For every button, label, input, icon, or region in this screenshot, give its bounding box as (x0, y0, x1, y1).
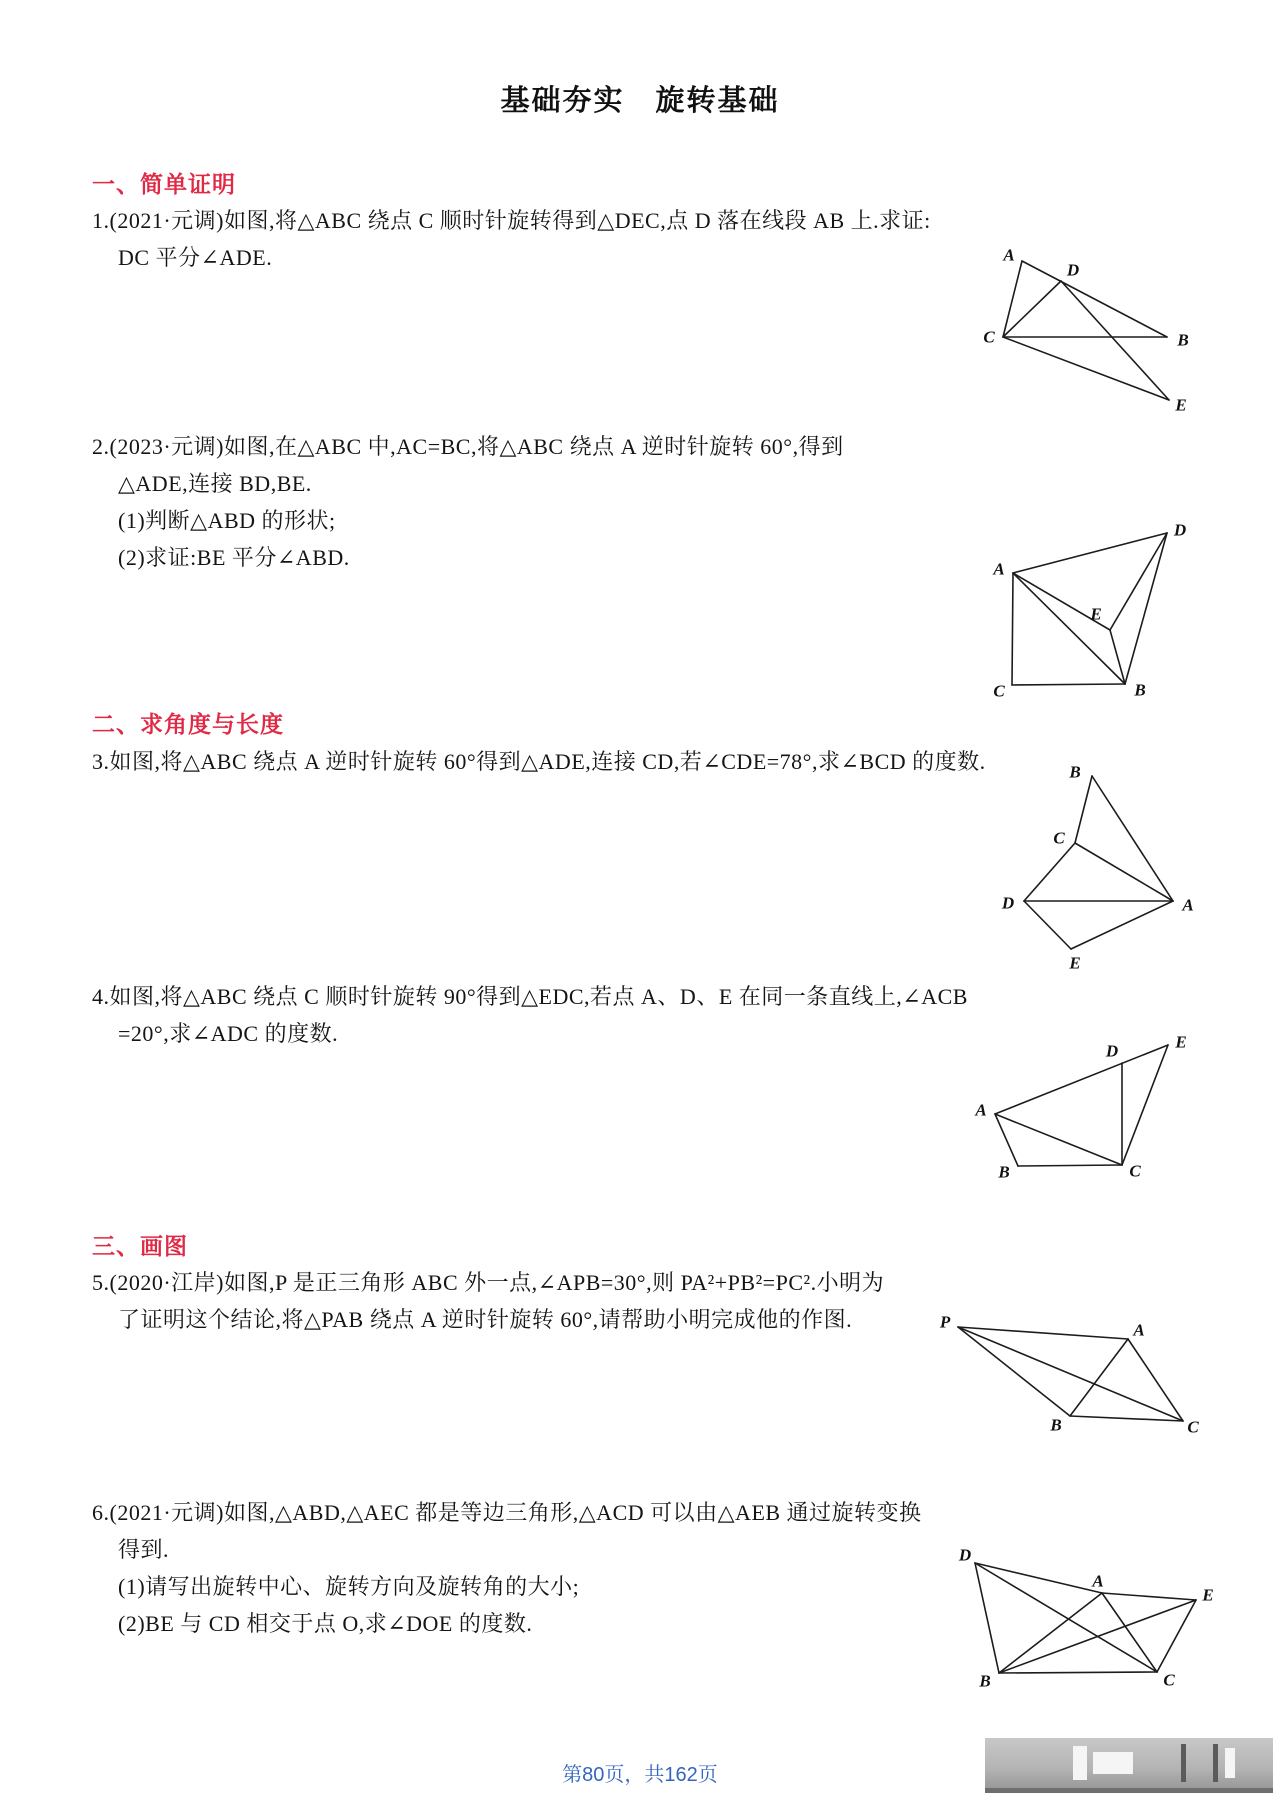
figure-edge-EC (1157, 1600, 1196, 1672)
figure-vertex-label-B: B (998, 1162, 1010, 1182)
figure-6 (958, 1545, 1214, 1691)
figure-edge-CE (1003, 337, 1169, 400)
figure-vertex-label-D: D (1105, 1041, 1119, 1061)
problem6-line1: 6.(2021·元调)如图,△ABD,△AEC 都是等边三角形,△ACD 可以由△AEB 通过旋转变换 (92, 1500, 922, 1525)
figure-vertex-label-A: A (1003, 245, 1015, 265)
problem6-item1: (1)请写出旋转中心、旋转方向及旋转角的大小; (118, 1574, 580, 1599)
figure-edge-PB (958, 1327, 1070, 1416)
figure-vertex-label-D: D (1001, 893, 1015, 913)
problem6-item2: (2)BE 与 CD 相交于点 O,求∠DOE 的度数. (118, 1611, 533, 1636)
problem4-line2: =20°,求∠ADC 的度数. (118, 1021, 339, 1046)
problem6-line2: 得到. (118, 1537, 170, 1562)
figure-vertex-label-E: E (1090, 604, 1102, 624)
figure-edge-DE (1061, 281, 1169, 400)
figure-edge-AB (1022, 261, 1167, 337)
figure-vertex-label-D: D (958, 1545, 972, 1565)
figure-vertex-label-C: C (1187, 1417, 1199, 1437)
problem2-line2: △ADE,连接 BD,BE. (118, 471, 312, 496)
problem5-line1: 5.(2020·江岸)如图,P 是正三角形 ABC 外一点,∠APB=30°,则 PA²+PB²=PC².小明为 (92, 1270, 885, 1295)
figure-vertex-label-A: A (1133, 1320, 1145, 1340)
figure-edge-BC (1070, 1416, 1183, 1421)
figure-vertex-label-B: B (1050, 1415, 1062, 1435)
figure-vertex-label-C: C (993, 681, 1005, 701)
figure-edge-DE (1024, 901, 1071, 949)
figure-edge-DA (975, 1563, 1102, 1593)
figure-vertex-label-E: E (1175, 1032, 1187, 1052)
figure-edge-CD (1003, 281, 1061, 337)
section-heading-1: 一、简单证明 (92, 171, 236, 197)
figure-edge-CB (1012, 684, 1125, 685)
figure-vertex-label-A: A (975, 1100, 987, 1120)
figure-vertex-label-B: B (1134, 680, 1146, 700)
figure-edge-PC (958, 1327, 1183, 1421)
figure-1 (985, 245, 1200, 420)
problem2-item1: (1)判断△ABD 的形状; (118, 508, 336, 533)
figure-vertex-label-A: A (993, 559, 1005, 579)
page-footer: 第80页，共162页 (562, 1764, 718, 1786)
figure-edge-CE (1122, 1045, 1168, 1165)
figure-4 (975, 1032, 1190, 1182)
figure-vertex-label-C: C (1163, 1670, 1175, 1690)
figure-vertex-label-E: E (1175, 395, 1187, 415)
figure-edge-CD (1024, 843, 1075, 901)
figure-edge-BA (1092, 776, 1173, 901)
section-heading-3: 三、画图 (92, 1233, 188, 1259)
figure-edge-BE (999, 1600, 1196, 1673)
problem4-line1: 4.如图,将△ABC 绕点 C 顺时针旋转 90°得到△EDC,若点 A、D、E 在同一条直线上,∠ACB (92, 984, 968, 1009)
figure-vertex-label-A: A (1182, 895, 1194, 915)
figure-vertex-label-E: E (1069, 953, 1081, 973)
figure-edge-AD (1013, 533, 1167, 573)
figure-edge-AC (1003, 261, 1022, 337)
figure-edge-DC (975, 1563, 1157, 1672)
figure-edge-AB (999, 1593, 1102, 1673)
problem2-line1: 2.(2023·元调)如图,在△ABC 中,AC=BC,将△ABC 绕点 A 逆时针旋转 60°,得到 (92, 434, 844, 459)
figure-edge-DE (1110, 533, 1167, 630)
figure-edge-CA (1075, 843, 1173, 901)
figure-vertex-label-A: A (1092, 1571, 1104, 1591)
figure-vertex-label-B: B (1069, 762, 1081, 782)
page-title: 基础夯实 旋转基础 (500, 85, 780, 117)
figure-vertex-label-E: E (1202, 1585, 1214, 1605)
figure-edge-BC (999, 1672, 1157, 1673)
figure-vertex-label-P: P (939, 1312, 951, 1332)
figure-edge-DB (975, 1563, 999, 1673)
figure-vertex-label-C: C (983, 327, 995, 347)
figure-edge-BC (1018, 1165, 1122, 1166)
figure-vertex-label-D: D (1066, 260, 1080, 280)
problem1-line2: DC 平分∠ADE. (118, 245, 273, 270)
figure-vertex-label-B: B (979, 1671, 991, 1691)
section-heading-2: 二、求角度与长度 (92, 711, 284, 737)
figure-edge-BC (1075, 776, 1092, 843)
figure-vertex-label-C: C (1053, 828, 1065, 848)
problem2-item2: (2)求证:BE 平分∠ABD. (118, 545, 350, 570)
figure-vertex-label-C: C (1129, 1161, 1141, 1181)
figure-vertex-label-D: D (1173, 520, 1187, 540)
figure-5 (939, 1312, 1200, 1437)
figure-edge-AE (1102, 1593, 1196, 1600)
figure-edge-EA (1071, 901, 1173, 949)
figure-edge-DB (1125, 533, 1167, 684)
problem5-line2: 了证明这个结论,将△PAB 绕点 A 逆时针旋转 60°,请帮助小明完成他的作图. (118, 1307, 853, 1332)
figure-2 (993, 520, 1187, 701)
figure-vertex-label-B: B (1177, 330, 1189, 350)
figure-edge-AC (1012, 573, 1013, 685)
figure-3 (1000, 762, 1195, 973)
figure-edge-AE (995, 1045, 1168, 1114)
problem1-line1: 1.(2021·元调)如图,将△ABC 绕点 C 顺时针旋转得到△DEC,点 D 落在线段 AB 上.求证: (92, 208, 931, 233)
problem3-line1: 3.如图,将△ABC 绕点 A 逆时针旋转 60°得到△ADE,连接 CD,若∠CDE=78°,求∠BCD 的度数. (92, 749, 986, 774)
